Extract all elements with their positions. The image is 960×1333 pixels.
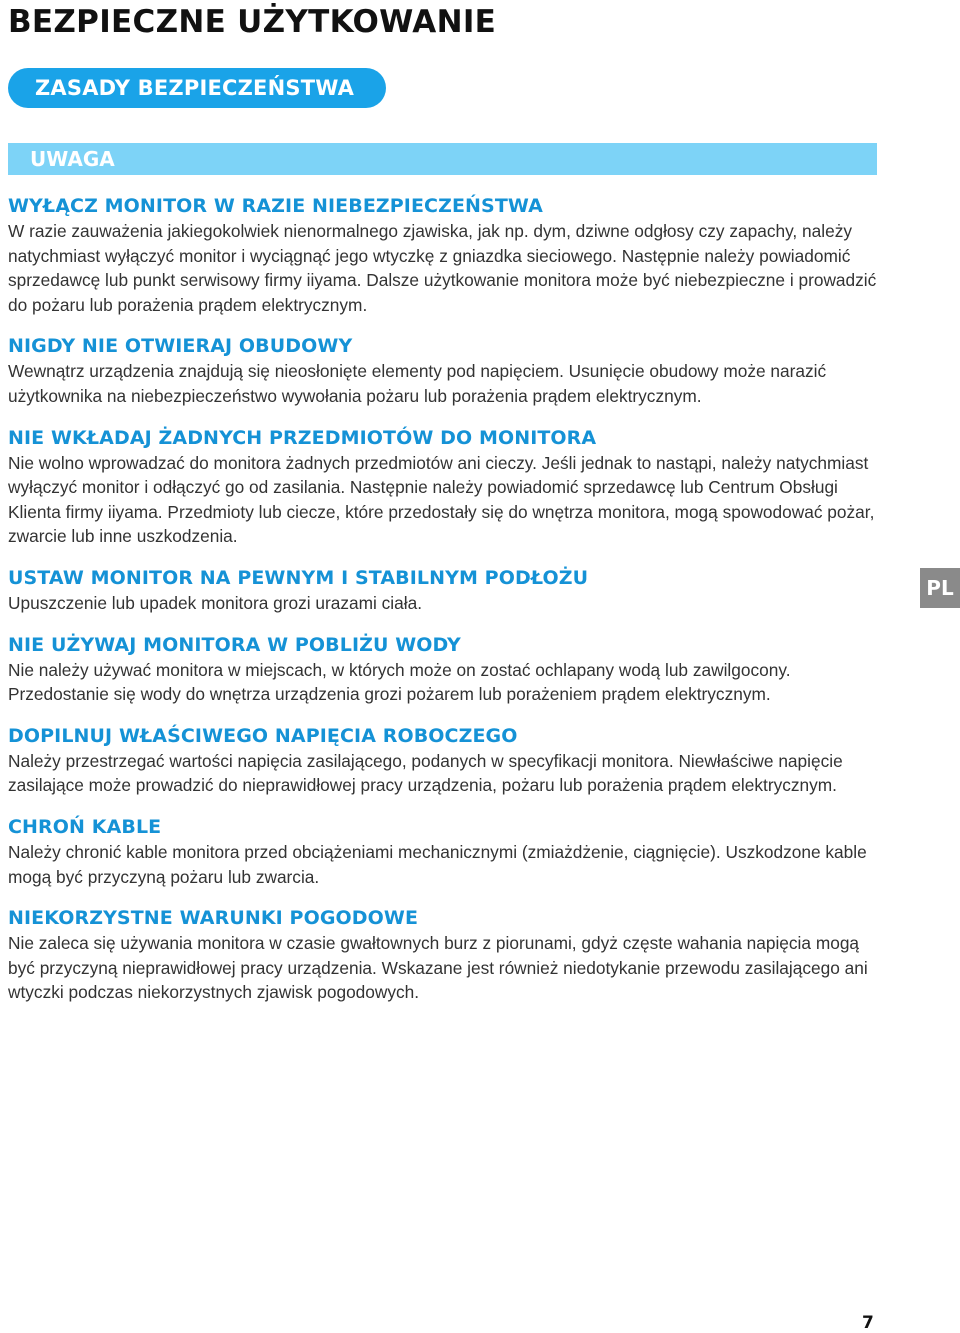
section-no-water bbox=[8, 633, 888, 707]
language-tab: PL bbox=[920, 568, 960, 608]
section-heading: DOPILNUJ WŁAŚCIWEGO NAPIĘCIA ROBOCZEGO bbox=[8, 724, 518, 747]
section-text: W razie zauważenia jakiegokolwiek nienormalnego zjawiska, jak np. dym, dziwne odgłosy czy zapachy, należy natychmiast wyłączyć monitor i wyciągnąć jego wtyczkę z gniazdka sieciowego. Następnie należy powiadomić sprzedawcę lub punkt serwisowy firmy iiyama. Dalsze użytkowanie monitora może być niebezpieczne i prowadzić do pożaru lub porażenia prądem elektrycznym. bbox=[8, 221, 877, 315]
section-heading: NIGDY NIE OTWIERAJ OBUDOWY bbox=[8, 335, 353, 358]
section-cables bbox=[8, 815, 888, 889]
section-text: Nie zaleca się używania monitora w czasie gwałtownych burz z piorunami, gdyż częste wahania napięcia mogą być przyczyną nieprawidłowej pracy urządzenia. Wskazane jest również niedotykanie przewodu zasilającego ani wtyczki podczas niekorzystnych zjawisk pogodowych. bbox=[8, 933, 868, 1003]
section-stable-surface bbox=[8, 566, 888, 616]
section-voltage bbox=[8, 724, 888, 798]
warning-bar: UWAGA bbox=[8, 143, 877, 175]
page-number: 7 bbox=[862, 1313, 874, 1333]
section-text: Należy chronić kable monitora przed obciążeniami mechanicznymi (zmiażdżenie, ciągnięcie). Uszkodzone kable mogą być przyczyną pożaru lub zwarcia. bbox=[8, 841, 867, 887]
section-heading: NIE UŻYWAJ MONITORA W POBLIŻU WODY bbox=[8, 633, 461, 656]
safety-sections bbox=[8, 194, 888, 1022]
section-heading: NIE WKŁADAJ ŻADNYCH PRZEDMIOTÓW DO MONITORA bbox=[8, 426, 597, 449]
section-text: Wewnątrz urządzenia znajdują się nieosłonięte elementy pod napięciem. Usunięcie obudowy może narazić użytkownika na niebezpieczeństwo wywołania pożaru lub porażenia prądem elektrycznym. bbox=[8, 361, 827, 406]
section-text: Nie należy używać monitora w miejscach, w których może on zostać ochlapany wodą lub zawilgocony. Przedostanie się wody do wnętrza urządzenia grozi pożarem lub porażeniem prądem elektrycznym. bbox=[8, 659, 791, 705]
section-weather bbox=[8, 906, 888, 1005]
section-heading: NIEKORZYSTNE WARUNKI POGODOWE bbox=[8, 907, 419, 930]
section-pill: ZASADY BEZPIECZEŃSTWA bbox=[8, 68, 386, 108]
section-heading: USTAW MONITOR NA PEWNYM I STABILNYM PODŁOŻU bbox=[8, 566, 589, 589]
section-heading: WYŁĄCZ MONITOR W RAZIE NIEBEZPIECZEŃSTWA bbox=[8, 195, 543, 217]
page-title: BEZPIECZNE UŻYTKOWANIE bbox=[8, 4, 497, 40]
section-text: Należy przestrzegać wartości napięcia zasilającego, podanych w specyfikacji monitora. Niewłaściwe napięcie zasilające może prowadzić do nieprawidłowej pracy urządzenia, pożaru lub porażenia prądem elektrycznym. bbox=[8, 750, 843, 796]
section-text: Upuszczenie lub upadek monitora grozi urazami ciała. bbox=[8, 592, 422, 613]
section-emergency-shutdown bbox=[8, 194, 888, 317]
section-text: Nie wolno wprowadzać do monitora żadnych przedmiotów ani cieczy. Jeśli jednak to nastąpi, należy natychmiast wyłączyć monitor i odłączyć go od zasilania. Następnie należy powiadomić sprzedawcę lub Centrum Obsługi Klienta firmy iiyama. Przedmioty lub ciecze, które przedostały się do wnętrza monitora, mogą spowodować pożar, zwarcie lub inne uszkodzenia. bbox=[8, 452, 875, 547]
section-do-not-open bbox=[8, 334, 888, 408]
section-no-objects bbox=[8, 426, 888, 549]
section-heading: CHROŃ KABLE bbox=[8, 815, 162, 838]
